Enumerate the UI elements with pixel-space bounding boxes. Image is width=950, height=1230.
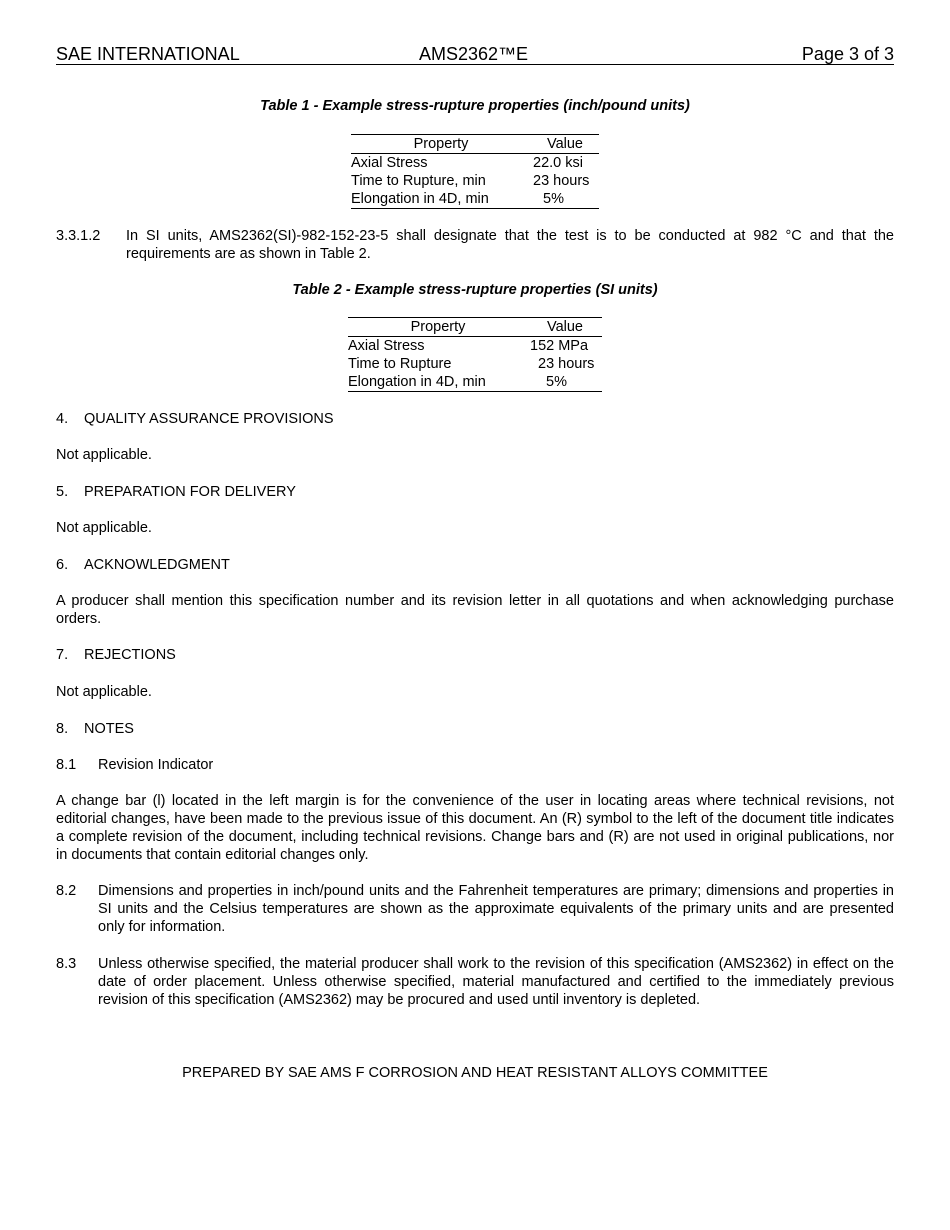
table-row bbox=[351, 172, 599, 190]
table1-header-row bbox=[351, 135, 599, 154]
section-title: PREPARATION FOR DELIVERY bbox=[84, 484, 296, 500]
table1-col-value: Value bbox=[531, 135, 599, 154]
table2 bbox=[348, 317, 602, 392]
section-number: 7. bbox=[56, 647, 69, 663]
section-number: 5. bbox=[56, 484, 69, 500]
section-4-heading bbox=[56, 410, 334, 428]
header-doc-id: AMS2362™E bbox=[419, 44, 529, 64]
table1-cell-value: 22.0 ksi bbox=[533, 155, 583, 171]
table1-cell-property: Elongation in 4D, min bbox=[351, 191, 489, 207]
section-6-heading bbox=[56, 556, 230, 574]
prepared-by-footer: PREPARED BY SAE AMS F CORROSION AND HEAT RESISTANT ALLOYS COMMITTEE bbox=[182, 1065, 768, 1081]
table2-cell-property: Time to Rupture bbox=[348, 356, 452, 372]
table1-cell-property: Time to Rupture, min bbox=[351, 173, 486, 189]
section-6-body: A producer shall mention this specification number and its revision letter in all quotations and when acknowledging purchase orders. bbox=[56, 593, 894, 627]
table2-col-value: Value bbox=[528, 318, 602, 337]
table2-caption: Table 2 - Example stress-rupture properties (SI units) bbox=[292, 282, 658, 298]
note-number: 8.1 bbox=[56, 757, 77, 773]
table-row bbox=[348, 373, 602, 392]
section-5-body: Not applicable. bbox=[56, 520, 152, 536]
table2-cell-value: 152 MPa bbox=[530, 338, 589, 354]
note-8-2 bbox=[56, 882, 894, 938]
section-title: QUALITY ASSURANCE PROVISIONS bbox=[84, 411, 334, 427]
note-number: 8.3 bbox=[56, 956, 77, 972]
table2-cell-property: Axial Stress bbox=[348, 338, 425, 354]
note-8-1-body: A change bar (l) located in the left margin is for the convenience of the user in locating areas where technical revisions, not editorial changes, have been made to the previous issue of this document. An (R) symbol to the left of the document title indicates a complete revision of the document, including technical revisions. Change bars and (R) are not used in original publications, nor in documents that contain editorial changes only. bbox=[56, 793, 894, 863]
table-row bbox=[351, 154, 599, 173]
table1-col-property: Property bbox=[351, 135, 531, 154]
clause-text: In SI units, AMS2362(SI)-982-152-23-5 shall designate that the test is to be conducted at 982 °C and that the requirements are as shown in Table 2. bbox=[126, 228, 894, 262]
table1-caption: Table 1 - Example stress-rupture properties (inch/pound units) bbox=[260, 98, 690, 114]
section-4-body: Not applicable. bbox=[56, 447, 152, 463]
note-8-1-heading bbox=[56, 756, 213, 774]
table-row bbox=[348, 337, 602, 356]
section-number: 4. bbox=[56, 411, 69, 427]
clause-number: 3.3.1.2 bbox=[56, 228, 101, 244]
section-7-heading bbox=[56, 646, 176, 664]
note-text: Unless otherwise specified, the material producer shall work to the revision of this specification (AMS2362) in effect on the date of order placement. Unless otherwise specified, material manufactured and certified to the immediately previous revision of this specification (AMS2362) may be procured and used until inventory is depleted. bbox=[98, 956, 894, 1008]
table-row bbox=[348, 355, 602, 373]
section-7-body: Not applicable. bbox=[56, 684, 152, 700]
note-title: Revision Indicator bbox=[98, 757, 214, 773]
section-title: NOTES bbox=[84, 721, 134, 737]
section-title: REJECTIONS bbox=[84, 647, 176, 663]
table2-cell-value: 23 hours bbox=[538, 356, 595, 372]
table1-cell-value: 5% bbox=[543, 191, 564, 207]
note-number: 8.2 bbox=[56, 883, 77, 899]
section-5-heading bbox=[56, 483, 296, 501]
page-header bbox=[56, 44, 894, 65]
table1-cell-property: Axial Stress bbox=[351, 155, 428, 171]
section-number: 6. bbox=[56, 557, 69, 573]
table1 bbox=[351, 134, 599, 209]
table1-cell-value: 23 hours bbox=[533, 173, 590, 189]
section-number: 8. bbox=[56, 721, 69, 737]
section-8-heading bbox=[56, 720, 134, 738]
table2-header-row bbox=[348, 318, 602, 337]
table2-col-property: Property bbox=[348, 318, 528, 337]
table2-cell-property: Elongation in 4D, min bbox=[348, 374, 486, 390]
note-text: Dimensions and properties in inch/pound units and the Fahrenheit temperatures are primary; dimensions and properties in SI units and the Celsius temperatures are shown as the approximate equivalents of the primary units and are presented only for information. bbox=[98, 883, 894, 935]
table-row bbox=[351, 190, 599, 209]
section-title: ACKNOWLEDGMENT bbox=[84, 557, 230, 573]
header-org: SAE INTERNATIONAL bbox=[56, 44, 240, 64]
table2-cell-value: 5% bbox=[546, 374, 567, 390]
note-8-3 bbox=[56, 955, 894, 1011]
header-page-number: Page 3 of 3 bbox=[801, 44, 894, 64]
clause-3-3-1-2 bbox=[56, 227, 894, 267]
